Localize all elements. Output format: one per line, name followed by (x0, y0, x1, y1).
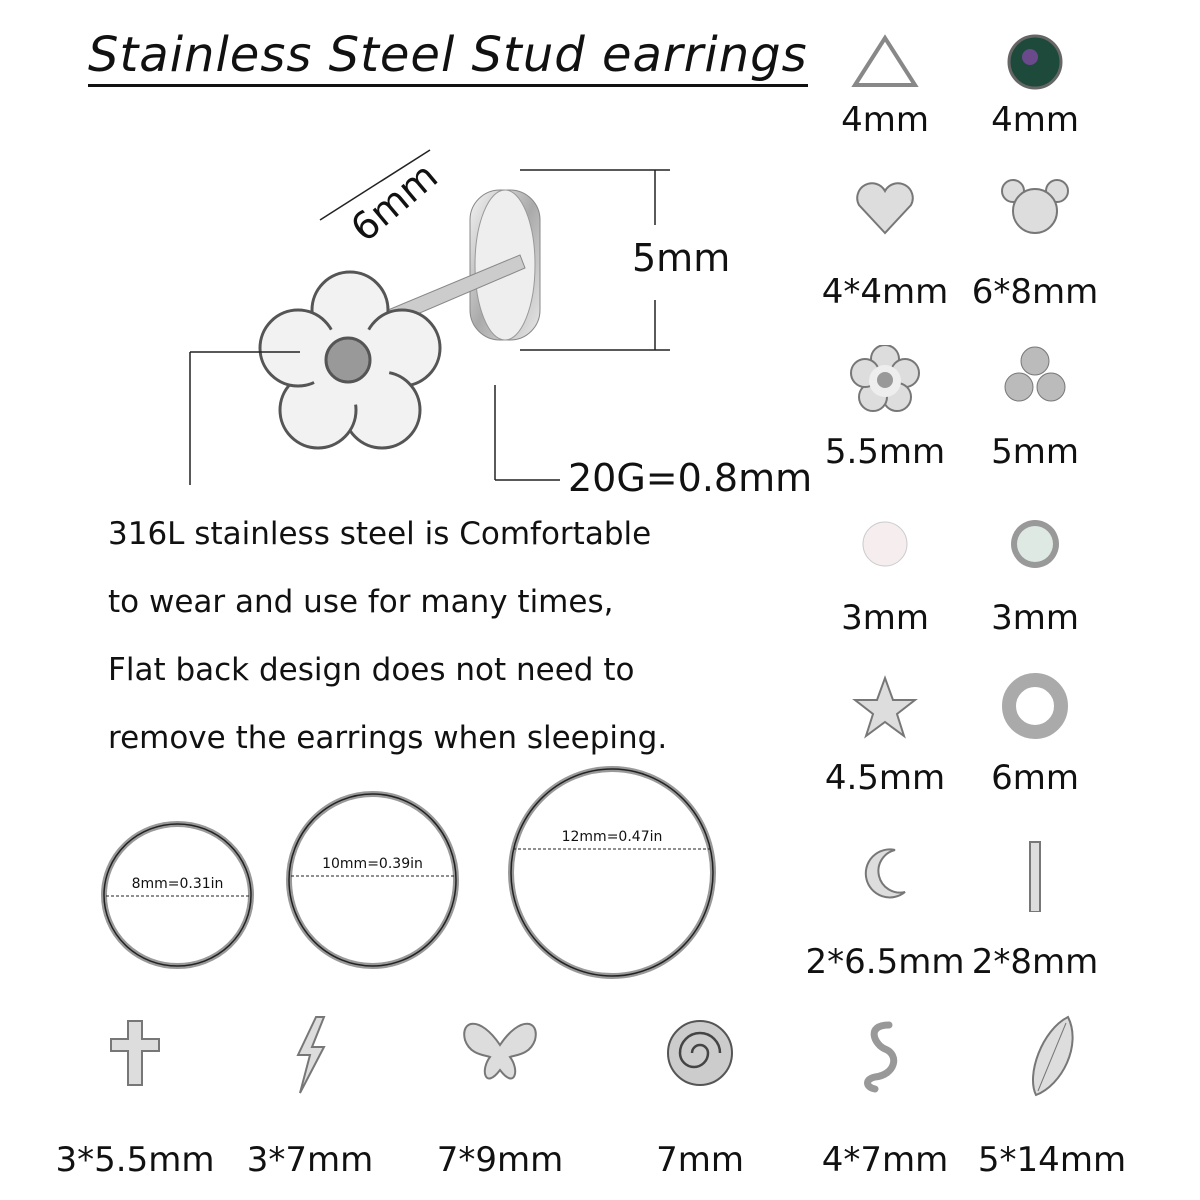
stud-size-label: 3mm (841, 598, 929, 638)
stud-item (950, 672, 1120, 798)
stud-item (415, 1015, 585, 1180)
stud-size-label: 5.5mm (824, 432, 946, 472)
stud-size-label: 3mm (991, 598, 1079, 638)
hoop-icon (100, 820, 255, 970)
stud-size-label: 4mm (991, 100, 1079, 140)
stud-item (800, 840, 970, 982)
gauge-label: 20G=0.8mm (568, 456, 813, 500)
snake-icon (845, 1015, 925, 1097)
opal-icon (995, 510, 1075, 582)
butterfly-icon (460, 1015, 540, 1097)
stud-item (800, 672, 970, 798)
cross-icon (95, 1015, 175, 1097)
stud-item (950, 175, 1120, 312)
stud-item (800, 175, 970, 312)
triangle-icon (845, 30, 925, 102)
stud-size-label: 7*9mm (436, 1140, 564, 1180)
stud-item (800, 345, 970, 472)
description-line: to wear and use for many times, (108, 584, 614, 620)
stud-size-label: 2*6.5mm (805, 942, 965, 982)
hoop-earring (100, 820, 255, 970)
stud-item (800, 510, 970, 638)
lightning-icon (270, 1015, 350, 1097)
three-balls-icon (995, 345, 1075, 417)
rose-icon (660, 1015, 740, 1097)
description-line: Flat back design does not need to (108, 652, 635, 688)
stud-item (967, 1015, 1137, 1180)
stud-size-label: 4.5mm (824, 758, 946, 798)
description-line: 316L stainless steel is Comfortable (108, 516, 652, 552)
stud-item (800, 1015, 970, 1180)
description (108, 500, 667, 772)
description-line: remove the earrings when sleeping. (108, 720, 668, 756)
stud-item (225, 1015, 395, 1180)
hoop-size-label: 10mm=0.39in (322, 856, 423, 872)
stud-size-label: 3*7mm (246, 1140, 374, 1180)
stud-size-label: 4mm (841, 100, 929, 140)
hoop-earring (285, 790, 460, 970)
stud-size-label: 6*8mm (971, 272, 1099, 312)
page-title: Stainless Steel Stud earrings (88, 26, 808, 87)
pearl-icon (845, 510, 925, 582)
stud-size-label: 2*8mm (971, 942, 1099, 982)
hoop-icon (507, 765, 717, 980)
width-label: 6mm (342, 153, 446, 251)
leaf-icon (1012, 1015, 1092, 1097)
stud-size-label: 3*5.5mm (55, 1140, 215, 1180)
stud-size-label: 5*14mm (977, 1140, 1127, 1180)
stud-item (950, 345, 1120, 472)
stud-item (950, 510, 1120, 638)
flower-icon (845, 345, 925, 417)
stud-item (615, 1015, 785, 1180)
stud-size-label: 4*7mm (821, 1140, 949, 1180)
stud-size-label: 4*4mm (821, 272, 949, 312)
moon-icon (845, 840, 925, 912)
ring-icon (995, 672, 1075, 744)
stud-item (800, 30, 970, 140)
stud-diagram (180, 140, 700, 490)
hoop-size-label: 8mm=0.31in (131, 876, 224, 892)
bar-icon (995, 840, 1075, 912)
hoop-size-label: 12mm=0.47in (561, 829, 663, 845)
star-icon (845, 672, 925, 744)
stud-size-label: 5mm (991, 432, 1079, 472)
mouse-icon (995, 175, 1075, 247)
height-label: 5mm (632, 236, 731, 280)
hoop-earring (507, 765, 717, 980)
stud-size-label: 7mm (656, 1140, 744, 1180)
hoop-icon (285, 790, 460, 970)
stud-item (950, 30, 1120, 140)
gem-icon (995, 30, 1075, 102)
stud-size-label: 6mm (991, 758, 1079, 798)
stud-item (950, 840, 1120, 982)
stud-item (50, 1015, 220, 1180)
heart-icon (845, 175, 925, 247)
